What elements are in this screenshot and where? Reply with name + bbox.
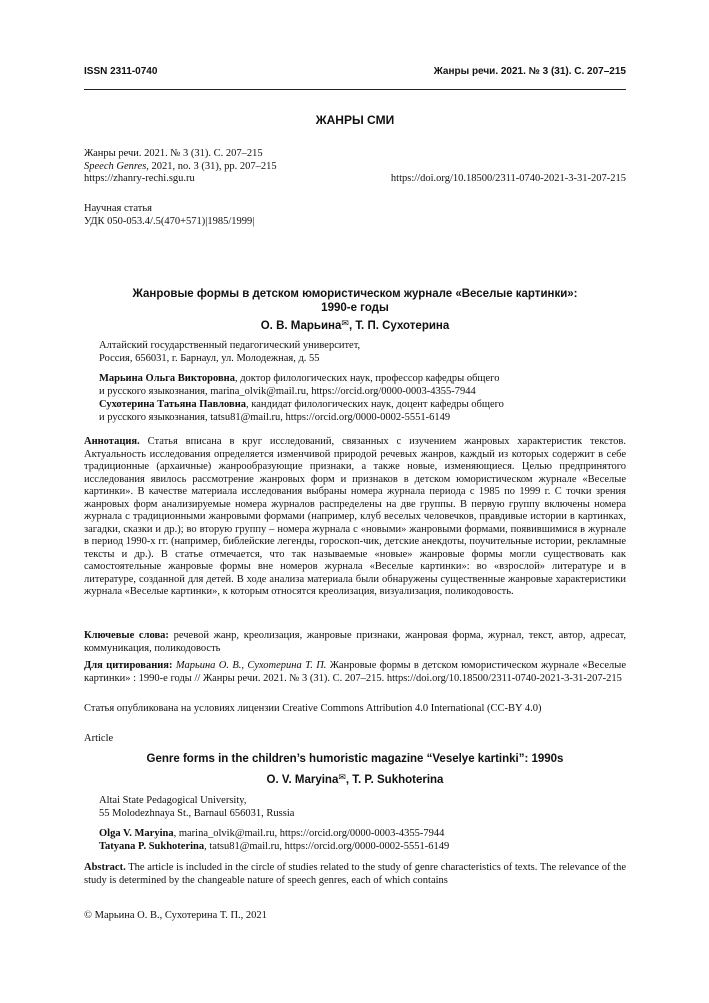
author-info-ru: Марьина Ольга Викторовна, доктор филологических наук, профессор кафедры общего и русского языкознания, marina_olvik@mail.ru, https://orcid.org/0000-0003-4355-7944 Сухотерина Татьяна Павловна, кандидат филологических наук, доцент кафедры общего и русского языкознания, tatsu81@mail.ru, https://orcid.org/0000-0002-5551-6149 <box>99 373 504 423</box>
affiliation-en: Altai State Pedagogical University, 55 Molodezhnaya St., Barnaul 656031, Russia <box>99 795 295 819</box>
license-note: Статья опубликована на условиях лицензии Creative Commons Attribution 4.0 International (CC-BY 4.0) <box>84 703 542 714</box>
abstract-ru <box>84 436 626 599</box>
keywords-ru: Ключевые слова: речевой жанр, креолизация, жанровые признаки, жанровая форма, журнал, текст, автор, адресат, коммуникация, поликодовость <box>84 630 626 654</box>
section-title: ЖАНРЫ СМИ <box>315 113 395 127</box>
article-label-en: Article <box>84 733 114 744</box>
pub-line-ru: Жанры речи. 2021. № 3 (31). С. 207–215 <box>84 148 263 159</box>
author1-info: Марьина Ольга Викторовна, доктор филологических наук, профессор кафедры общего <box>99 373 500 384</box>
doi-link[interactable]: https://doi.org/10.18500/2311-0740-2021-3-31-207-215 <box>390 173 626 184</box>
citation-ru: Для цитирования: Марьина О. В., Сухотерина Т. П. Жанровые формы в детском юмористическом журнале «Веселые картинки» : 1990-е годы // Жанры речи. 2021. № 3 (31). С. 207–215. https://doi.org/10.18500/2311-0740-2021-3-31-207-215 <box>84 660 626 684</box>
author-info-en <box>99 827 449 853</box>
title-en: Genre forms in the children’s humoristic magazine “Veselye kartinki”: 1990s <box>146 753 564 765</box>
publication-info <box>84 148 626 186</box>
article-type: Научная статья <box>84 203 152 214</box>
abstract-label: Аннотация. <box>84 436 140 447</box>
running-header <box>84 66 626 80</box>
journal-url-link[interactable]: https://zhanry-rechi.sgu.ru <box>84 173 195 184</box>
author-name: О. В. Марьина <box>260 320 342 332</box>
author2-info-en: Tatyana P. Sukhoterina, tatsu81@mail.ru, https://orcid.org/0000-0002-5551-6149 <box>99 841 450 852</box>
abstract-text: Статья вписана в круг исследований, связанных с изучением жанровых характеристик текстов. Актуальность исследования определяется изменчивой природой речевых жанров, каждый из которых содержит в себе традиционные (архаичные) жанрообразующие признаки, а также новые, изменяющиеся. Целью предпринятого исследования явилось рассмотрение жанровых форм и признаков в детском юмористическом журнале «Веселые картинки». В качестве материала исследования выбраны номера журнала периода с 1985 по 1999 г. С точки зрения жанровых форм анализируемые номера журналов распределены на две группы. В первую группу включены номера журнала с традиционными жанровыми формами (например, клуб веселых человечков, правдивые истории в картинках, загадки, сказки и др.); во вторую группу – номера журнала с «новыми» жанровыми формами, появившимися в журнале в период 1990-х гг. (например, библейские легенды, гороскоп-чик, детские анекдоты, поучительные истории, рекламные тексты и др.). В статье отмечается, что так называемые «новые» жанровые формы могли существовать как самостоятельные жанровые формы вне номеров журнала «Веселые картинки»: во «взрослой» литературе и в литературе, созданной для детей. В ходе анализа материала были обнаружены существенные жанровые характеристики журнала «Веселые картинки», к которым относятся креолизация, визуализация, поликодовость. <box>84 436 626 597</box>
author-name: , T. P. Sukhoterina <box>345 774 444 786</box>
author-name: , Т. П. Сухотерина <box>348 320 450 332</box>
issn: ISSN 2311-0740 <box>84 66 158 77</box>
abstract-text-en: The article is included in the circle of studies related to the study of genre characteristics of texts. The relevance of the study is determined by the changeable nature of speech genres, each of which contains <box>84 862 626 886</box>
header-rule <box>84 89 626 90</box>
title-ru: Жанровые формы в детском юмористическом журнале «Веселые картинки»: 1990-е годы <box>132 288 578 314</box>
envelope-icon: ✉ <box>338 772 346 782</box>
authors-en <box>84 772 626 786</box>
authors-ru <box>84 318 626 332</box>
author-name: O. V. Maryina <box>266 774 339 786</box>
affiliation-ru: Алтайский государственный педагогический университет, Россия, 656031, г. Барнаул, ул. Молодежная, д. 55 <box>99 340 361 364</box>
pub-line-en: Speech Genres, 2021, no. 3 (31), pp. 207–215 <box>84 160 277 172</box>
abstract-en <box>84 862 626 887</box>
author1-info-en: Olga V. Maryina, marina_olvik@mail.ru, https://orcid.org/0000-0003-4355-7944 <box>99 828 445 839</box>
copyright: © Марьина О. В., Сухотерина Т. П., 2021 <box>84 910 267 921</box>
envelope-icon: ✉ <box>341 318 349 328</box>
udk: УДК 050-053.4/.5(470+571)|1985/1999| <box>84 215 255 227</box>
abstract-label-en: Abstract. <box>84 862 126 873</box>
author2-info: Сухотерина Татьяна Павловна, кандидат филологических наук, доцент кафедры общего <box>99 399 504 410</box>
journal-reference: Жанры речи. 2021. № 3 (31). С. 207–215 <box>433 66 626 77</box>
article-type-block <box>84 203 254 228</box>
pub-links <box>84 173 626 186</box>
